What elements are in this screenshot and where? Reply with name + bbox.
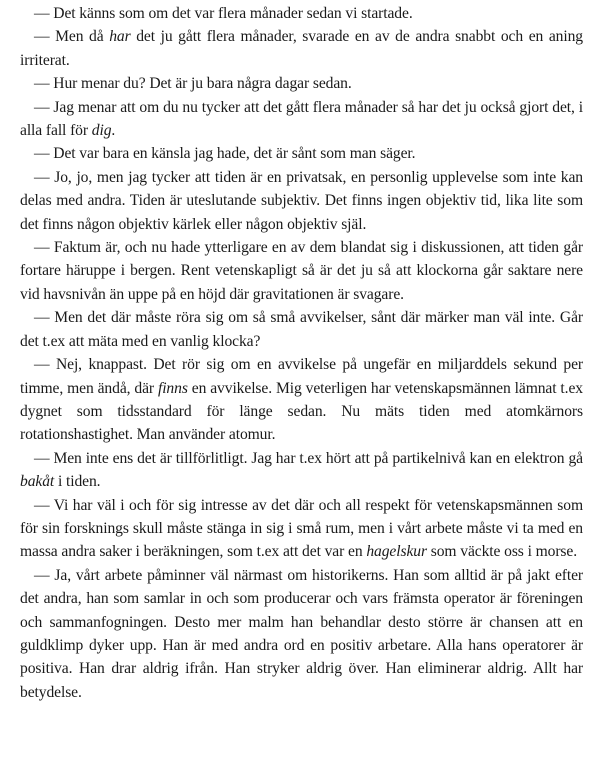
paragraph	[20, 2, 583, 25]
paragraph-text: — Men det där måste röra sig om så små avvikelser, sånt där märker man väl inte. Går det t.ex att mäta med en vanlig klocka?	[20, 309, 583, 350]
paragraph	[20, 96, 583, 143]
paragraph	[20, 166, 583, 236]
paragraph-text: i tiden.	[54, 473, 101, 491]
paragraph-text: — Men inte ens det är tillförlitligt. Jag har t.ex hört att på partikelnivå kan en elektron gå	[34, 449, 583, 467]
paragraph-text: — Men då	[34, 28, 110, 46]
paragraph	[20, 353, 583, 447]
paragraph-text: — Jo, jo, men jag tycker att tiden är en privatsak, en personlig upplevelse som inte kan delas med andra. Tiden är uteslutande subjektiv. Det finns ingen objektiv tid, lika lite som det finns någon objektiv kärlek eller någon objektiv själ.	[20, 168, 583, 233]
paragraph-text: en avvikelse. Mig veterligen har vetenskapsmännen lämnat t.ex dygnet som tidsstandard för länge sedan. Nu mäts tiden med atomkärnors rotationshastighet. Man använder atomur.	[20, 379, 583, 444]
paragraph-text: — Nej, knappast. Det rör sig om en avvikelse på ungefär en miljarddels sekund per timme, men ändå, där	[20, 356, 583, 397]
book-page	[20, 2, 583, 704]
paragraph-text: — Det var bara en känsla jag hade, det är sånt som man säger.	[34, 145, 416, 163]
paragraph-text: — Det känns som om det var flera månader sedan vi startade.	[34, 5, 413, 22]
paragraph	[20, 236, 583, 306]
paragraph	[20, 306, 583, 353]
paragraph	[20, 72, 583, 95]
paragraph	[20, 447, 583, 494]
paragraph	[20, 142, 583, 165]
paragraph-text: — Jag menar att om du nu tycker att det gått flera månader så har det ju också gjort det, i alla fall för	[20, 98, 583, 140]
paragraph	[20, 25, 583, 72]
paragraph	[20, 494, 583, 564]
paragraph-text: — Ja, vårt arbete påminner väl närmast om historikerns. Han som alltid är på jakt efter det andra, han som samlar in och som producerar och vars främsta operator är föreningen och sammanfogningen. Desto mer malm han behandlar desto större är chansen att en guldklimp dyker upp. Han är med andra ord en positiv arbetare. Alla hans operatorer är positiva. Han drar aldrig ifrån. Han stryker aldrig över. Han eliminerar aldrig. Allt har betydelse.	[20, 566, 583, 701]
emphasized-word: dig	[91, 122, 112, 140]
paragraph-text: som väckte oss i morse.	[426, 543, 578, 561]
emphasized-word: har	[109, 28, 131, 46]
paragraph-text: det ju gått flera månader, svarade en av de andra snabbt och en aning irriterat.	[20, 28, 583, 69]
emphasized-word: bakåt	[20, 473, 55, 491]
emphasized-word: finns	[157, 379, 188, 397]
paragraph-text: — Vi har väl i och för sig intresse av det där och all respekt för vetenskapsmännen som för sin forsknings skull måste stänga in sig i små rum, men i vårt arbete måste vi ta med en massa andra saker i beräkningen, som t.ex att det var en	[20, 496, 583, 561]
emphasized-word: hagelskur	[366, 543, 427, 561]
paragraph-text: — Hur menar du? Det är ju bara några dagar sedan.	[34, 75, 352, 93]
paragraph-text: — Faktum är, och nu hade ytterligare en av dem blandat sig i diskussionen, att tiden går fortare häruppe i bergen. Rent vetenskapligt så är det ju så att klockorna går saktare nere vid havsnivån än uppe på en höjd där gravitationen är svagare.	[20, 239, 583, 303]
paragraph	[20, 564, 583, 704]
paragraph-text: .	[111, 122, 116, 140]
